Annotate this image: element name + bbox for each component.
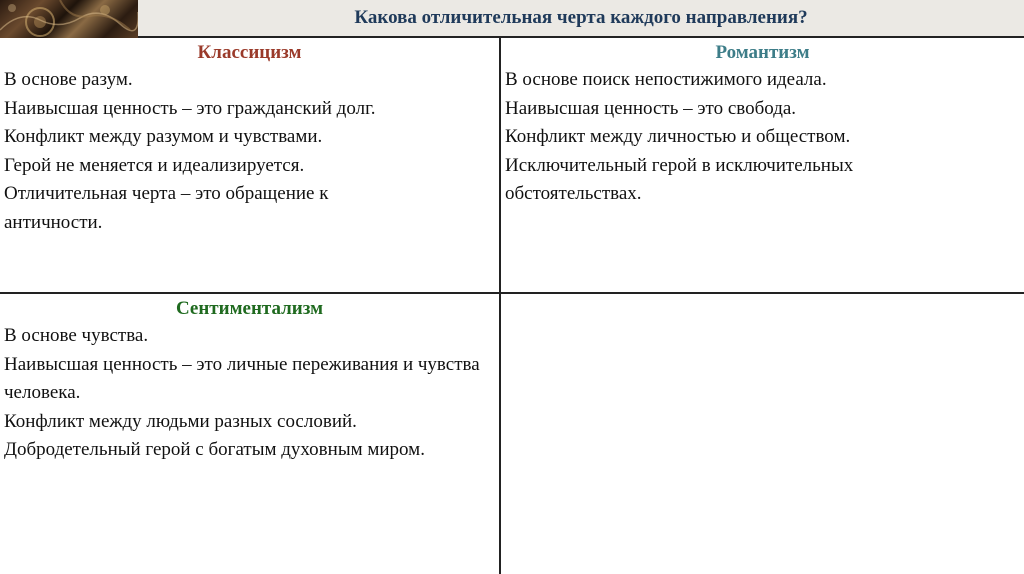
page-title: Какова отличительная черта каждого направления? [354, 7, 808, 28]
cell-romanticism [501, 38, 1024, 292]
cell-empty [501, 294, 1024, 574]
ornament-image [0, 0, 138, 38]
body-classicism [4, 66, 495, 237]
cell-sentimentalism [0, 294, 499, 574]
heading-sentimentalism: Сентиментализм [175, 298, 324, 319]
classicism-line: Отличительная черта – это обращение к античности. [4, 183, 329, 233]
sentimentalism-line: В основе чувства. [4, 325, 149, 346]
sentimentalism-line: Добродетельный герой с богатым духовным миром. [4, 439, 425, 460]
comparison-table [0, 38, 1024, 574]
romanticism-line: Наивысшая ценность – это свобода. [505, 97, 797, 119]
body-romanticism [505, 66, 1020, 209]
classicism-line: В основе разум. [4, 69, 133, 90]
romanticism-line: В основе поиск непостижимого идеала. [505, 69, 827, 90]
classicism-line: Наивысшая ценность – это гражданский долг. [4, 97, 376, 119]
heading-romanticism: Романтизм [715, 42, 810, 63]
sentimentalism-line: Наивысшая ценность – это личные переживания и чувства человека. [4, 353, 480, 403]
heading-classicism: Классицизм [197, 42, 302, 63]
cell-classicism [0, 38, 499, 292]
romanticism-line: Исключительный герой в исключительных обстоятельствах. [505, 154, 854, 204]
classicism-line: Конфликт между разумом и чувствами. [4, 126, 323, 147]
classicism-line: Герой не меняется и идеализируется. [4, 154, 305, 176]
header-bar [0, 0, 1024, 38]
sentimentalism-line: Конфликт между людьми разных сословий. [4, 410, 357, 432]
romanticism-line: Конфликт между личностью и обществом. [505, 126, 851, 147]
body-sentimentalism [4, 322, 495, 465]
